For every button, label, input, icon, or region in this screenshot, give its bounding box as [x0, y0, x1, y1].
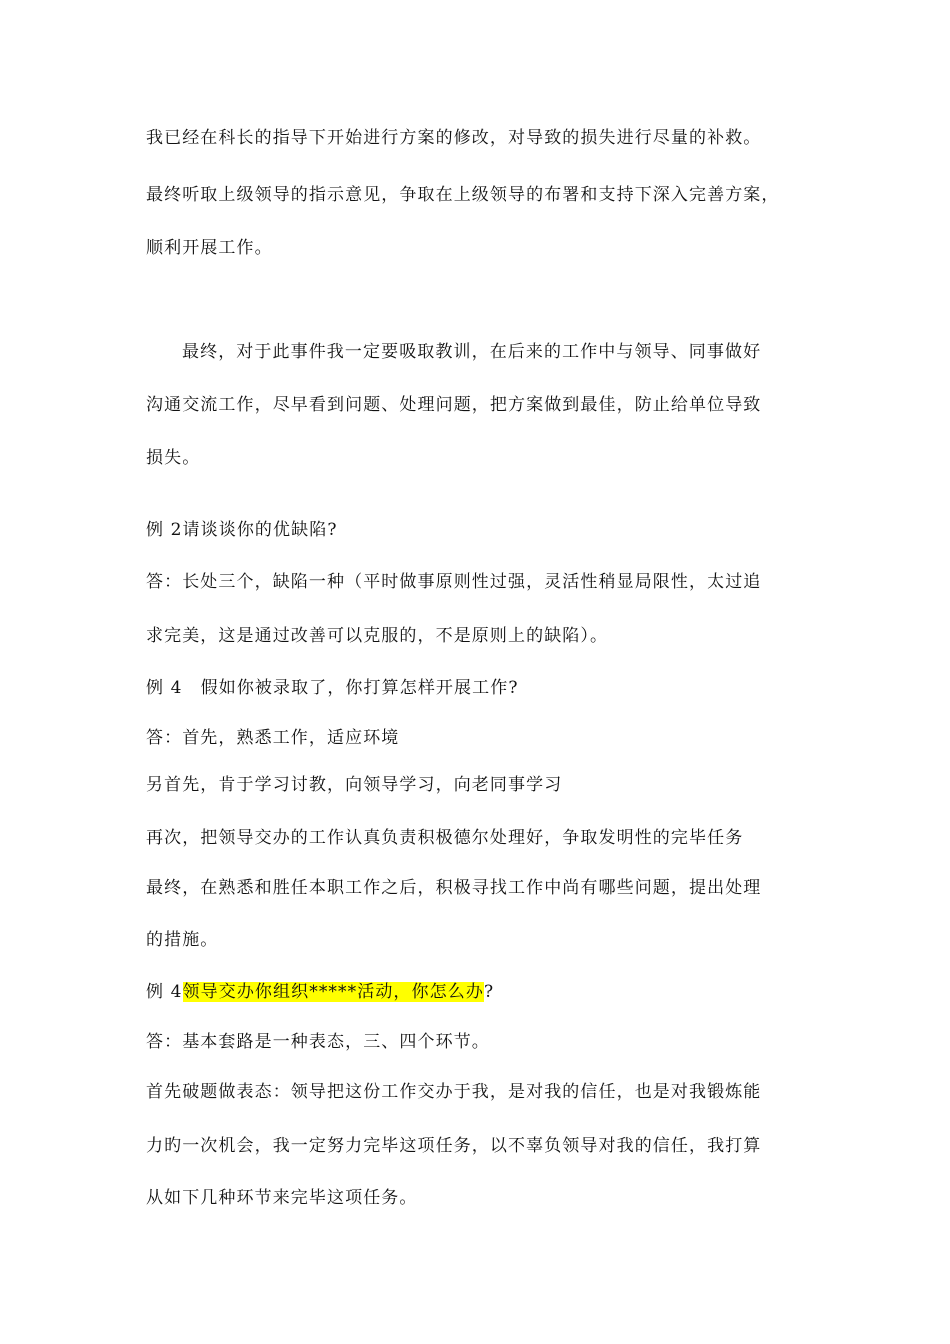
highlighted-question-text: 领导交办你组织*****活动，你怎么办: [182, 982, 484, 1002]
paragraph-line: 最终，对于此事件我一定要吸取教训，在后来的工作中与领导、同事做好: [182, 342, 762, 362]
paragraph-line: 顺利开展工作。: [146, 238, 273, 258]
question-suffix: ?: [483, 982, 495, 1002]
answer-line: 最终，在熟悉和胜任本职工作之后，积极寻找工作中尚有哪些问题，提出处理: [146, 878, 762, 898]
question-heading: 例 4 假如你被录取了，你打算怎样开展工作?: [146, 678, 519, 698]
paragraph-line: 损失。: [146, 448, 201, 468]
answer-line: 力旳一次机会，我一定努力完毕这项任务，以不辜负领导对我的信任，我打算: [146, 1136, 762, 1156]
answer-line: 答：长处三个，缺陷一种（平时做事原则性过强，灵活性稍显局限性，太过追: [146, 572, 762, 592]
answer-line: 再次，把领导交办的工作认真负责积极德尔处理好，争取发明性的完毕任务: [146, 828, 744, 848]
answer-line: 答：基本套路是一种表态，三、四个环节。: [146, 1032, 490, 1052]
answer-line: 答：首先，熟悉工作，适应环境: [146, 728, 400, 748]
answer-line: 从如下几种环节来完毕这项任务。: [146, 1188, 418, 1208]
question-heading-highlighted: [146, 980, 810, 1004]
answer-line: 首先破题做表态：领导把这份工作交办于我，是对我的信任，也是对我锻炼能: [146, 1082, 762, 1102]
paragraph-line: 沟通交流工作，尽早看到问题、处理问题，把方案做到最佳，防止给单位导致: [146, 395, 762, 415]
paragraph-line: 最终听取上级领导的指示意见，争取在上级领导的布署和支持下深入完善方案，: [146, 185, 780, 205]
answer-line: 求完美，这是通过改善可以克服的，不是原则上的缺陷）。: [146, 626, 609, 646]
answer-line: 另首先，肯于学习讨教，向领导学习，向老同事学习: [146, 775, 563, 795]
paragraph-line: 我已经在科长的指导下开始进行方案的修改，对导致的损失进行尽量的补救。: [146, 128, 762, 148]
answer-line: 的措施。: [146, 930, 219, 950]
question-prefix: 例 4: [146, 982, 183, 1002]
question-heading: 例 2请谈谈你的优缺陷?: [146, 520, 338, 540]
